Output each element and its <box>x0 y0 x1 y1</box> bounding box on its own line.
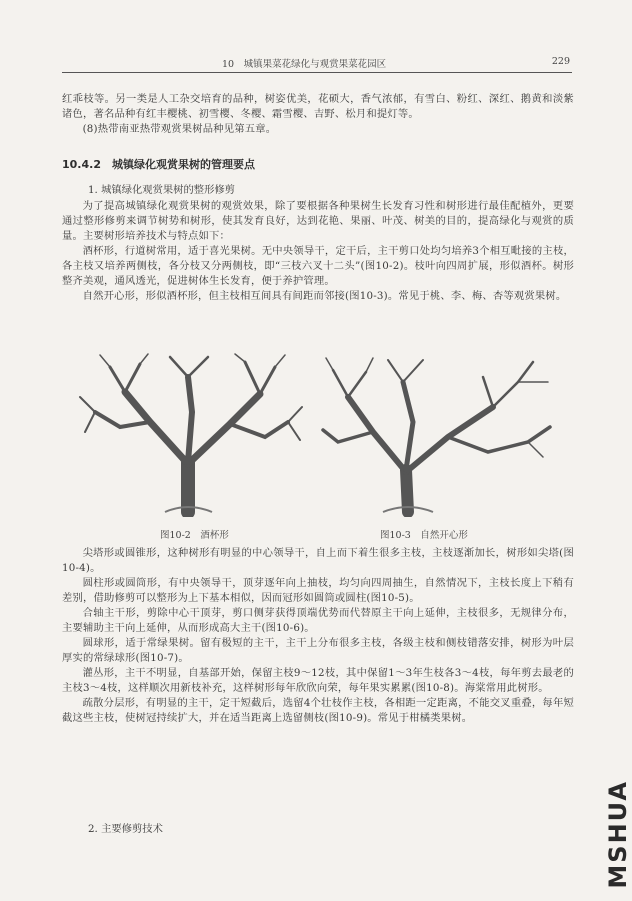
intro-block <box>62 92 574 137</box>
paragraph: 合轴主干形，剪除中心干顶芽，剪口侧芽获得顶端优势而代替原主干向上延伸，主枝很多，无规律分布，主要辅助主干向上延伸，从而形成高大主干(图10-6)。 <box>62 607 574 634</box>
chapter-title: 10 城镇果菜花绿化与观赏果菜花园区 <box>222 59 387 70</box>
paragraph: 酒杯形，行道树常用，适于喜光果树。无中央领导干，定干后，主干剪口处均匀培养3个相互毗接的主枝，各主枝又培养两侧枝，各分枝又分两侧枝，即“三枝六叉十二头”(图10-2)。枝叶向四周扩展，形似酒杯。树形整齐美观，通风透光，促进树体生长发育，便于养护管理。 <box>62 245 574 287</box>
paragraph: 尖塔形或圆锥形，这种树形有明显的中心领导干，自上而下着生很多主枝，主枝逐渐加长，树形如尖塔(图10-4)。 <box>62 547 574 574</box>
page-number: 229 <box>551 56 570 67</box>
body-top <box>62 199 574 304</box>
watermark: MSHUA <box>604 780 632 889</box>
paragraph: 圆柱形或圆筒形，有中央领导干，顶芽逐年向上抽枝，均匀向四周抽生，自然情况下，主枝长度上下稍有差别，借助修剪可以整形为上下基本相似，因而冠形如圆筒或圆柱(图10-5)。 <box>62 577 574 604</box>
section-heading: 10.4.2 城镇绿化观赏果树的管理要点 <box>62 158 255 171</box>
paragraph: 圆球形，适于常绿果树。留有极短的主干，主干上分布很多主枝，各级主枝和侧枝错落安排，树形为叶层厚实的常绿球形(图10-7)。 <box>62 637 574 664</box>
paragraph: 为了提高城镇绿化观赏果树的观赏效果，除了要根据各种果树生长发育习性和树形进行最佳配植外，更要通过整形修剪来调节树势和树形，使其发育良好，达到花艳、果丽、叶茂、树美的目的，提高绿化与观赏的质量。主要树形培养技术与特点如下： <box>62 200 574 242</box>
figure-caption: 图10-3 自然开心形 <box>380 530 468 541</box>
paragraph: 自然开心形，形似酒杯形，但主枝相互间具有间距而邻接(图10-3)。常见于桃、李、梅、杏等观赏果树。 <box>82 290 567 302</box>
subsection-heading: 2. 主要修剪技术 <box>88 823 163 835</box>
paragraph: 疏散分层形，有明显的主干，定干短截后，选留4个壮枝作主枝，各相距一定距离，不能交叉重叠，每年短截这些主枝，使树冠持续扩大，并在适当距离上选留侧枝(图10-9)。常见于柑橘类果树。 <box>62 697 574 724</box>
intro-note: (8)热带南亚热带观赏果树品种见第五章。 <box>82 123 277 135</box>
figure-open-center-tree <box>318 352 558 517</box>
subsection-heading: 1. 城镇绿化观赏果树的整形修剪 <box>88 184 235 196</box>
figure-caption: 图10-2 酒杯形 <box>160 530 229 541</box>
figure-cup-shaped-tree <box>70 352 310 517</box>
paragraph: 灌丛形，主干不明显，自基部开始，保留主枝9～12枝，其中保留1～3年生枝各3～4枝，每年剪去最老的主枝3～4枝，这样顺次用新枝补充，这样树形每年欣欣向荣，每年果实累累(图10-8)。海棠常用此树形。 <box>62 667 574 694</box>
body-bottom <box>62 546 574 726</box>
intro-paragraph: 红乖枝等。另一类是人工杂交培育的品种，树姿优美，花硕大，香气浓郁，有雪白、粉红、深红、鹅黄和淡紫诸色，著名品种有红丰樱桃、初雪樱、冬樱、霜雪樱、吉野、松月和提灯等。 <box>62 93 574 120</box>
running-header <box>62 54 572 73</box>
